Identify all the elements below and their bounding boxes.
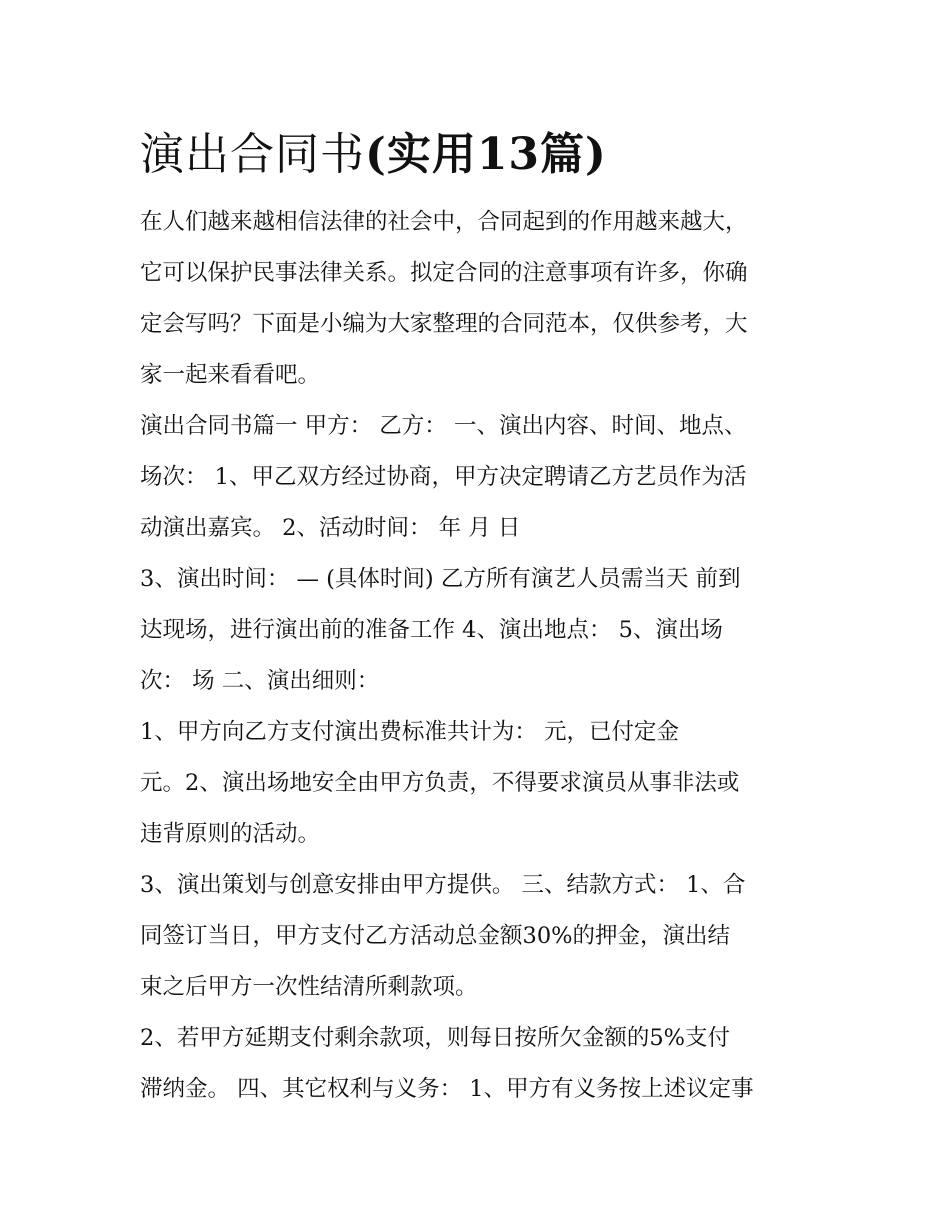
body-line: 家一起来看看吧。 <box>140 362 321 388</box>
body-line: 达现场，进行演出前的准备工作 4、演出地点： 5、演出场 <box>140 617 723 643</box>
body-line: 演出合同书篇一 甲方： 乙方： 一、演出内容、时间、地点、 <box>140 413 747 439</box>
body-line: 元。2、演出场地安全由甲方负责，不得要求演员从事非法或 <box>140 770 740 796</box>
body-line: 1、甲方向乙方支付演出费标准共计为： 元，已付定金 <box>140 719 679 745</box>
body-line: 在人们越来越相信法律的社会中，合同起到的作用越来越大， <box>140 209 748 235</box>
title-bold-text: (实用13篇) <box>365 129 607 180</box>
body-line: 场次： 1、甲乙双方经过协商，甲方决定聘请乙方艺员作为活 <box>140 464 747 490</box>
body-line: 3、演出时间： — (具体时间) 乙方所有演艺人员需当天 前到 <box>140 566 741 592</box>
body-line: 2、若甲方延期支付剩余款项，则每日按所欠金额的5%支付 <box>140 1025 731 1051</box>
body-line: 3、演出策划与创意安排由甲方提供。 三、结款方式： 1、合 <box>140 872 746 898</box>
title-text: 演出合同书 <box>140 129 365 180</box>
body-line: 违背原则的活动。 <box>140 821 321 847</box>
body-line: 次： 场 二、演出细则： <box>140 668 380 694</box>
document-title <box>140 118 607 182</box>
body-line: 动演出嘉宾。 2、活动时间： 年 月 日 <box>140 515 521 541</box>
body-line: 定会写吗？下面是小编为大家整理的合同范本，仅供参考，大 <box>140 311 748 337</box>
body-line: 它可以保护民事法律关系。拟定合同的注意事项有许多，你确 <box>140 260 748 286</box>
body-line: 同签订当日，甲方支付乙方活动总金额30%的押金，演出结 <box>140 923 731 949</box>
body-line: 滞纳金。 四、其它权利与义务： 1、甲方有义务按上述议定事 <box>140 1076 754 1102</box>
body-line: 束之后甲方一次性结清所剩款项。 <box>140 974 478 1000</box>
